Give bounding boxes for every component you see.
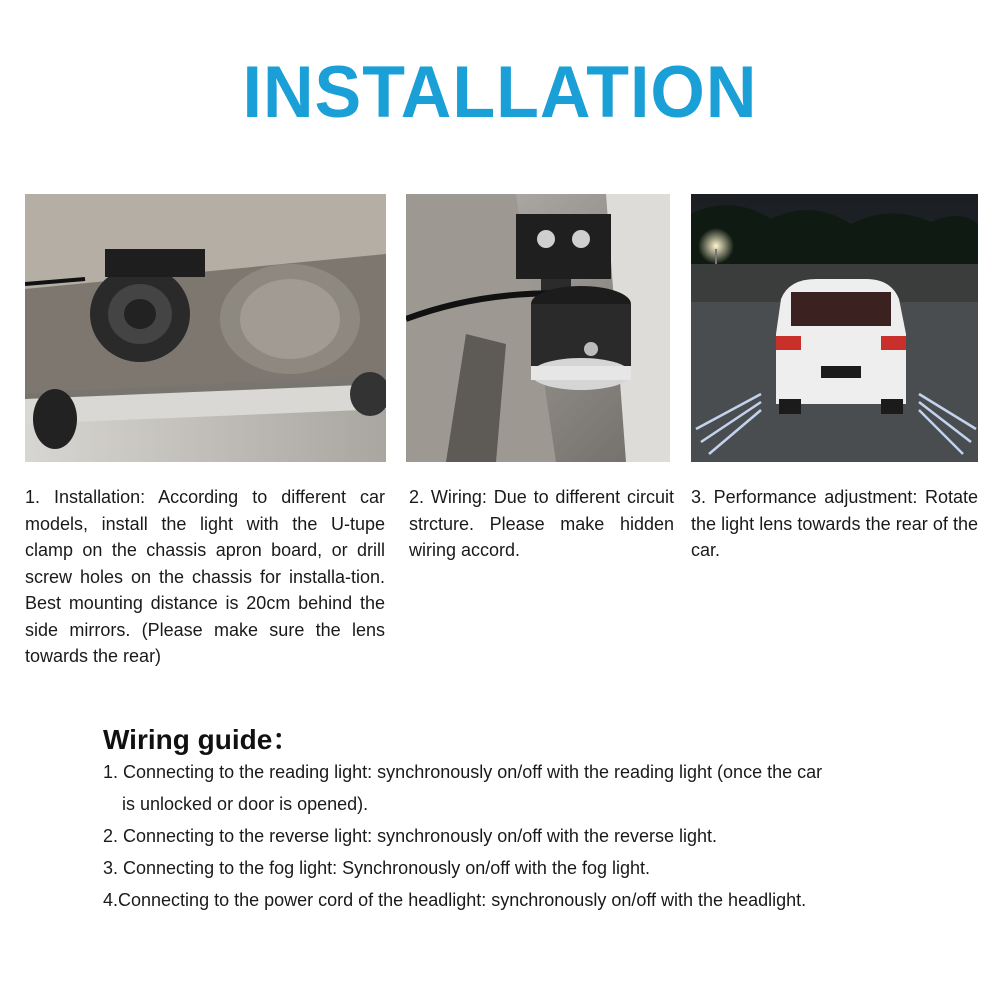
chassis-mounting-photo (25, 194, 386, 462)
wiring-guide-item: 2. Connecting to the reverse light: synchronously on/off with the reverse light. (103, 826, 718, 846)
caption-performance-adjustment: 3. Performance adjustment: Rotate the light lens towards the rear of the car. (691, 487, 978, 560)
wiring-guide-item: 3. Connecting to the fog light: Synchronously on/off with the fog light. (103, 858, 651, 878)
wiring-bracket-photo (406, 194, 670, 462)
wiring-guide-item: 1. Connecting to the reading light: synchronously on/off with the reading light (once the car (103, 762, 823, 782)
caption-wiring: 2. Wiring: Due to different circuit strcture. Please make hidden wiring accord. (409, 487, 674, 560)
wiring-guide-item: 4.Connecting to the power cord of the headlight: synchronously on/off with the headlight. (103, 890, 807, 910)
page-title: INSTALLATION (242, 51, 758, 133)
car-projection-photo (691, 194, 978, 462)
wiring-guide-title: Wiring guide： (103, 724, 301, 755)
caption-installation: 1. Installation: According to different car models, install the light with the U-tupe clamp on the chassis apron board, or drill screw holes on the chassis for installa-tion. Best mounting distance is 20cm behind the side mirrors. (Please make sure the lens towards the rear) (25, 487, 385, 666)
wiring-guide-item-continuation: is unlocked or door is opened). (122, 794, 369, 814)
